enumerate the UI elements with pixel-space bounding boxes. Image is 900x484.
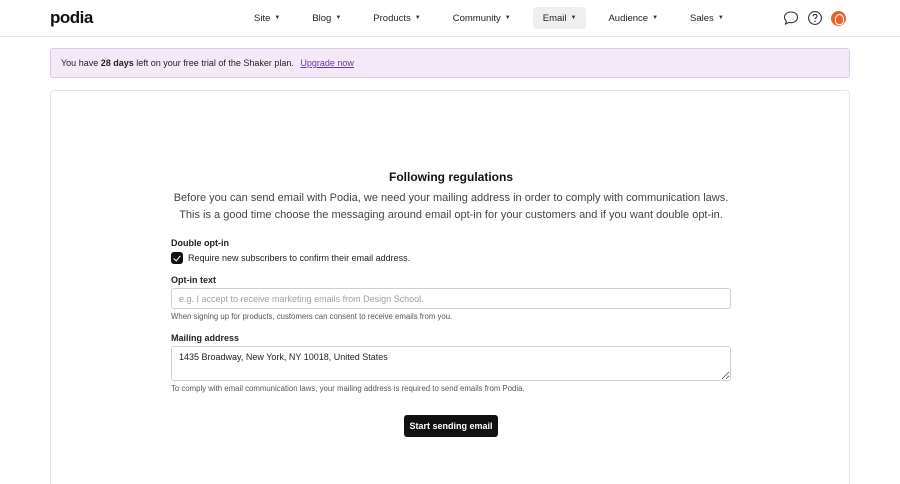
main-nav (244, 7, 746, 29)
nav-products[interactable] (363, 7, 430, 29)
upgrade-now-link[interactable]: Upgrade now (300, 58, 354, 68)
chevron-down-icon: ▼ (274, 15, 281, 21)
chat-icon[interactable] (783, 10, 799, 26)
avatar[interactable] (831, 11, 846, 26)
chevron-down-icon: ▼ (570, 15, 577, 21)
nav-site[interactable] (244, 7, 290, 29)
mailing-address-label: Mailing address (171, 333, 240, 343)
mailing-address-help: To comply with email communication laws, your mailing address is required to send emails from Podia. (171, 384, 525, 393)
help-icon[interactable] (807, 10, 823, 26)
start-sending-email-button[interactable]: Start sending email (404, 415, 498, 437)
opt-in-text-help: When signing up for products, customers can consent to receive emails from you. (171, 312, 453, 321)
nav-site-label: Site (254, 12, 271, 24)
nav-email-label: Email (542, 12, 567, 24)
chevron-down-icon: ▼ (414, 15, 421, 21)
mailing-address-textarea[interactable] (171, 346, 731, 381)
nav-sales[interactable] (680, 7, 734, 29)
nav-email[interactable] (533, 7, 587, 29)
trial-suffix: left on your free trial of the Shaker plan. (136, 58, 294, 68)
double-opt-in-row (171, 252, 410, 264)
trial-days: 28 days (100, 58, 134, 68)
chevron-down-icon: ▼ (335, 15, 342, 21)
nav-blog-label: Blog (312, 12, 332, 24)
nav-utility-icons (775, 10, 846, 26)
nav-audience[interactable] (598, 7, 668, 29)
nav-blog[interactable] (302, 7, 351, 29)
nav-community-label: Community (452, 12, 501, 24)
chevron-down-icon: ▼ (717, 15, 724, 21)
page-title: Following regulations (389, 170, 513, 184)
opt-in-text-input[interactable] (171, 288, 731, 309)
podia-logo[interactable]: podia (50, 8, 93, 27)
trial-banner (50, 48, 850, 78)
double-opt-in-label: Double opt-in (171, 238, 229, 248)
double-opt-in-checkbox-label[interactable]: Require new subscribers to confirm their email address. (188, 253, 411, 263)
trial-prefix: You have (61, 58, 99, 68)
chevron-down-icon: ▼ (504, 15, 511, 21)
chevron-down-icon: ▼ (652, 15, 659, 21)
intro-text: Before you can send email with Podia, we need your mailing address in order to comply with communication laws. This is a good time choose the messaging around email opt-in for your customers and if you want double opt-in. (173, 192, 729, 221)
nav-products-label: Products (373, 12, 411, 24)
nav-community[interactable] (443, 7, 521, 29)
double-opt-in-checkbox[interactable] (171, 252, 183, 264)
regulations-card (50, 90, 850, 484)
nav-sales-label: Sales (690, 12, 714, 24)
top-navigation (0, 0, 900, 37)
nav-audience-label: Audience (608, 12, 649, 24)
opt-in-text-label: Opt-in text (171, 275, 216, 285)
